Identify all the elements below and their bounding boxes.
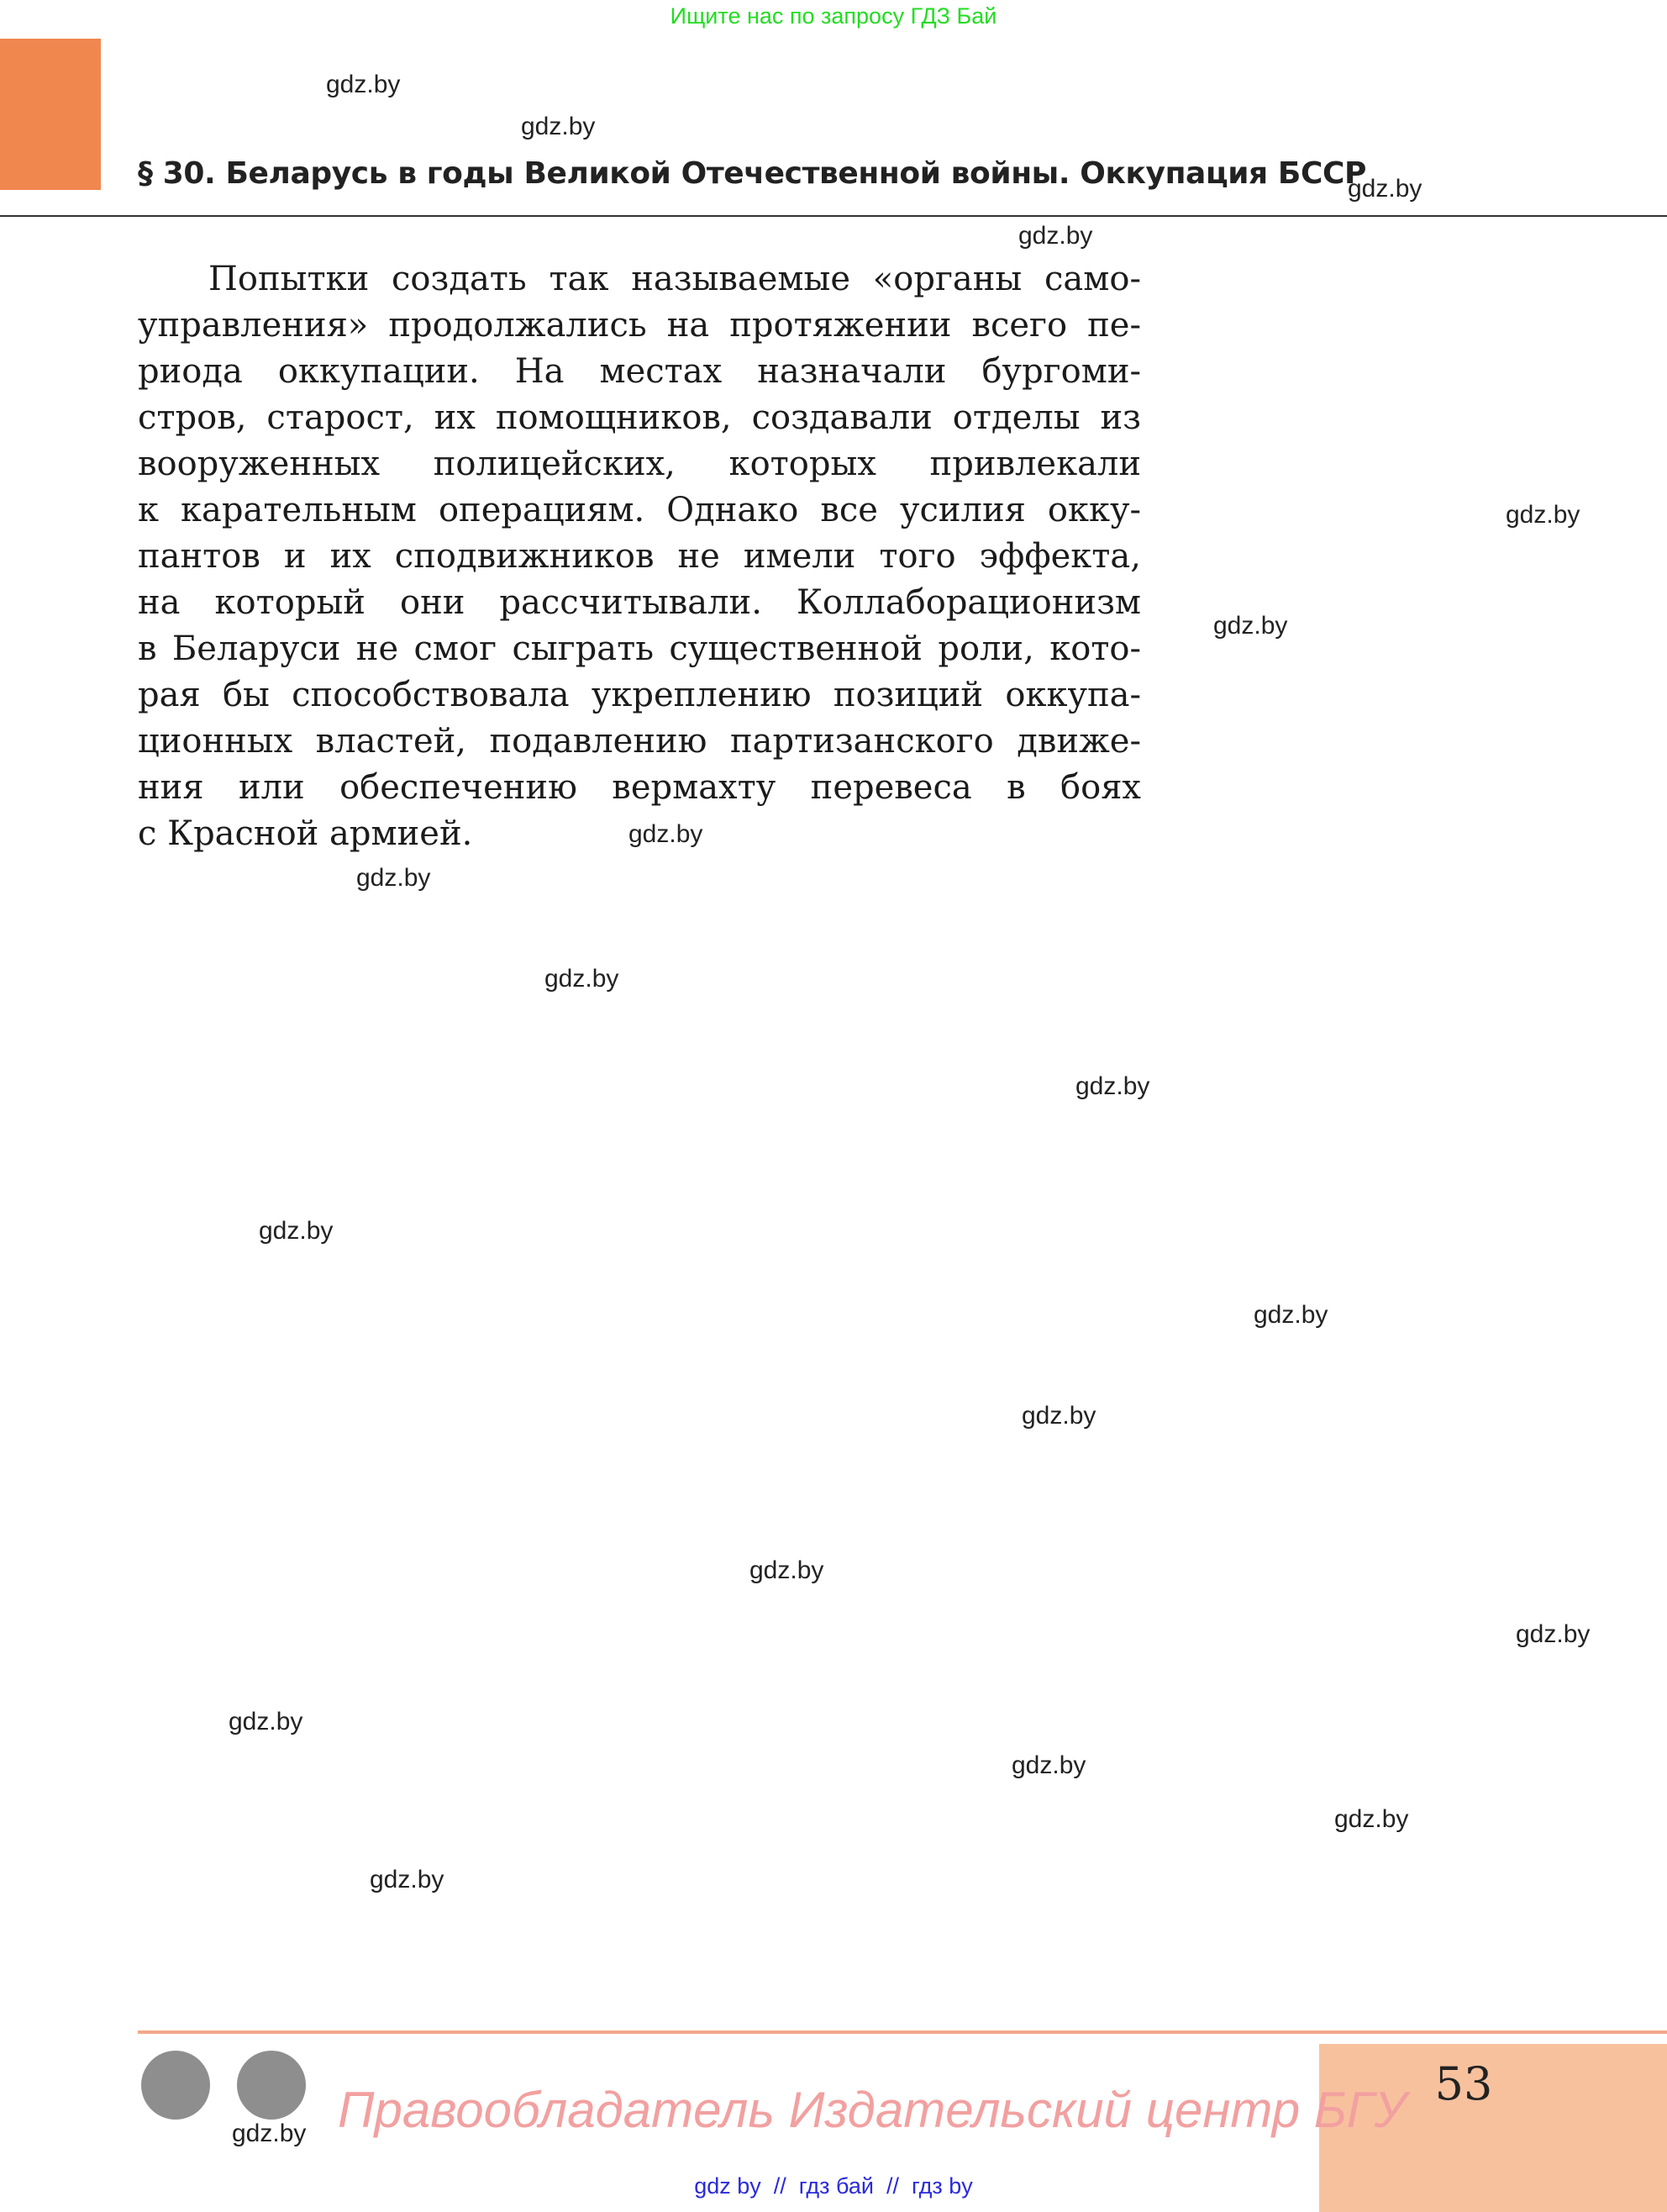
chapter-color-tab [0,39,101,190]
watermark: gdz.by [628,820,703,848]
bottom-links[interactable]: gdz by // гдз бай // гдз by [694,2173,973,2199]
footer-dot-icon [237,2051,306,2120]
footer-dot-icon [141,2051,210,2120]
copyright-notice: Правообладатель Издательский центр БГУ [338,2082,1407,2138]
text-line: вооруженных полицейских, которых привлекали [138,445,1141,483]
watermark: gdz.by [259,1217,334,1245]
watermark: gdz.by [544,965,619,993]
watermark: gdz.by [521,113,596,140]
watermark: gdz.by [1012,1751,1086,1779]
watermark: gdz.by [1018,222,1093,250]
watermark: gdz.by [229,1708,303,1735]
section-title: § 30. Беларусь в годы Великой Отечественной войны. Оккупация БССР [138,156,1366,191]
watermark: gdz.by [326,71,401,98]
page-number: 53 [1434,2057,1493,2110]
watermark: gdz.by [1506,501,1580,529]
watermark: gdz.by [1516,1620,1591,1648]
body-paragraph [138,256,1141,857]
watermark: gdz.by [749,1556,824,1584]
text-line: риода оккупации. На местах назначали бургоми- [138,352,1141,391]
watermark: gdz.by [1348,175,1422,203]
footer-rule [138,2030,1667,2034]
text-line: Попытки создать так называемые «органы само- [208,260,1141,298]
watermark: gdz.by [1213,612,1288,640]
text-line: в Беларуси не смог сыграть существенной роли, кото- [138,629,1141,668]
watermark: gdz.by [356,864,431,892]
watermark: gdz.by [1075,1072,1150,1100]
top-banner[interactable]: Ищите нас по запросу ГДЗ Бай [670,3,997,29]
text-line: пантов и их сподвижников не имели того эффекта, [138,537,1141,576]
text-line: ционных властей, подавлению партизанского движе- [138,722,1141,761]
watermark: gdz.by [1254,1301,1328,1329]
text-line: к карательным операциям. Однако все усилия окку- [138,491,1141,529]
text-line: с Красной армией. [138,814,473,853]
watermark: gdz.by [1334,1805,1409,1833]
header-rule [0,215,1667,217]
watermark: gdz.by [370,1866,444,1893]
text-line: рая бы способствовала укреплению позиций оккупа- [138,676,1141,714]
watermark: gdz.by [1022,1402,1096,1430]
text-line: на который они рассчитывали. Коллаборационизм [138,583,1141,622]
text-line: стров, старост, их помощников, создавали отделы из [138,398,1141,437]
text-line: управления» продолжались на протяжении всего пе- [138,306,1141,345]
watermark: gdz.by [232,2120,307,2147]
text-line: ния или обеспечению вермахту перевеса в боях [138,768,1141,807]
